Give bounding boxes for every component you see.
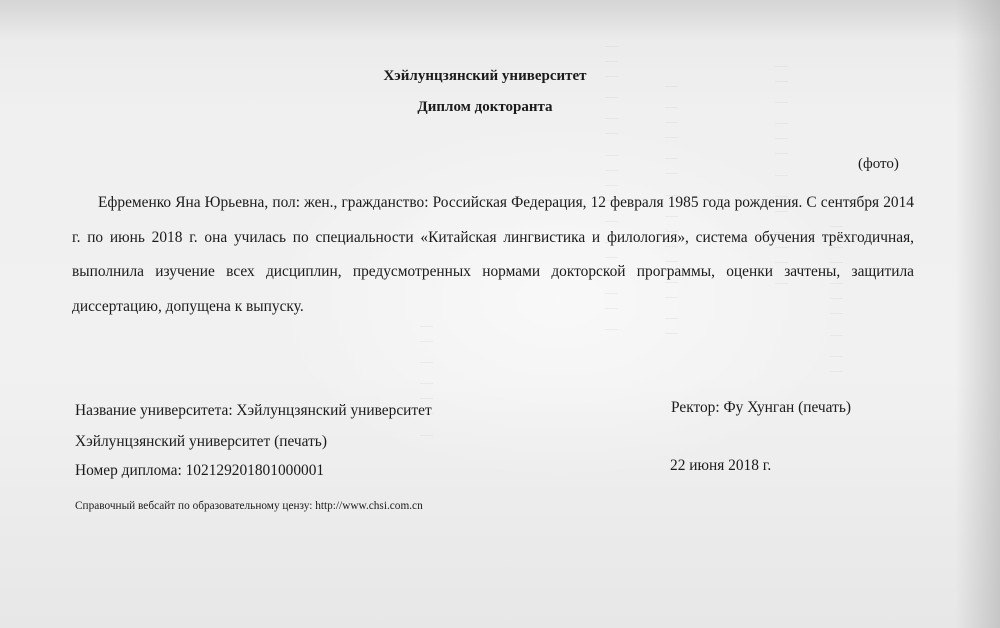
photo-placeholder: (фото): [858, 156, 899, 172]
diploma-number-line: Номер диплома: 102129201801000001: [75, 462, 325, 479]
university-name-line: Название университета: Хэйлунцзянский университет: [75, 402, 432, 419]
show-through-text: ｜ ｜｜｜ ｜｜ ｜ ｜｜｜｜ ｜｜ ｜｜: [662, 80, 677, 342]
issue-date: 22 июня 2018 г.: [670, 457, 772, 474]
rector-signature-line: Ректор: Фу Хунган (печать): [671, 399, 851, 416]
diploma-title: Диплом докторанта: [417, 99, 553, 115]
show-through-text: ｜｜｜ ｜ ｜｜ ｜｜｜｜ ｜ ｜｜｜ ｜｜ ｜: [602, 40, 617, 338]
diploma-body-text: Ефременко Яна Юрьевна, пол: жен., гражданство: Российская Федерация, 12 февраля 1985 года рождения. С сентября 2014 г. по июнь 2018 г. она училась по специальности «Китайская лингвистика и филология», система обучения трёхгодичная, выполнила изучение всех дисциплин, предусмотренных нормами докторской программы, оценки зачтены, защитила диссертацию, допущена к выпуску.: [72, 194, 914, 315]
university-seal-line: Хэйлунцзянский университет (печать): [75, 433, 327, 450]
reference-website-note: Справочный вебсайт по образовательному цензу: http://www.chsi.com.cn: [75, 500, 423, 512]
paper-shadow-top: [0, 0, 1000, 40]
paper-shadow-right: [955, 0, 1000, 628]
show-through-text: ｜ ｜｜ ｜｜｜ ｜ ｜｜: [827, 220, 842, 380]
show-through-text: ｜｜ ｜ ｜｜｜ ｜: [417, 320, 432, 444]
university-heading: Хэйлунцзянский университет: [383, 68, 587, 84]
show-through-text: ｜｜ ｜ ｜｜｜ ｜ ｜｜ ｜｜｜ ｜: [772, 60, 787, 292]
